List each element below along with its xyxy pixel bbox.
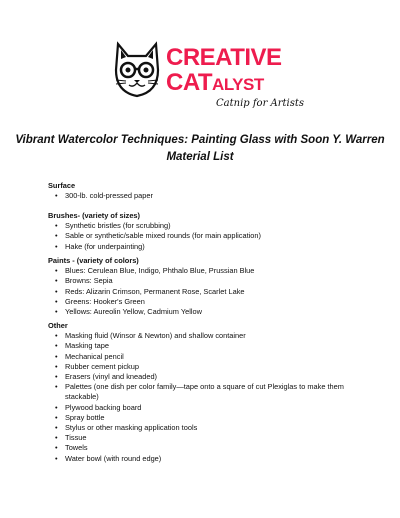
- material-list: [48, 266, 378, 317]
- document-title: [0, 132, 400, 166]
- list-item: • Browns: Sepia: [48, 276, 378, 286]
- list-item: • Hake (for underpainting): [48, 242, 378, 252]
- list-item: • Blues: Cerulean Blue, Indigo, Phthalo Blue, Prussian Blue: [48, 266, 378, 276]
- section-surface: [48, 181, 378, 201]
- section-paints: [48, 256, 378, 317]
- material-list: [48, 221, 378, 252]
- list-item: • Stylus or other masking application tools: [48, 423, 378, 433]
- section-other: [48, 321, 378, 464]
- list-item: • 300-lb. cold-pressed paper: [48, 191, 378, 201]
- list-item: • Mechanical pencil: [48, 352, 378, 362]
- list-item: • Yellows: Aureolin Yellow, Cadmium Yellow: [48, 307, 378, 317]
- material-list: [48, 331, 378, 464]
- list-item: • Rubber cement pickup: [48, 362, 378, 372]
- section-heading: Other: [48, 321, 68, 330]
- creative-catalyst-logo: [112, 40, 305, 112]
- cat-with-glasses-icon: [112, 40, 162, 100]
- section-brushes: [48, 211, 378, 252]
- list-item: • Towels: [48, 443, 378, 453]
- list-item: • Greens: Hooker's Green: [48, 297, 378, 307]
- list-item: • Tissue: [48, 433, 378, 443]
- list-item: • Sable or synthetic/sable mixed rounds (for main application): [48, 231, 378, 241]
- list-item: • Plywood backing board: [48, 403, 378, 413]
- section-heading: Paints - (variety of colors): [48, 256, 139, 265]
- list-item: • Water bowl (with round edge): [48, 454, 378, 464]
- list-item: • Palettes (one dish per color family—tape onto a square of cut Plexiglas to make them stackable): [48, 382, 378, 402]
- list-item: • Synthetic bristles (for scrubbing): [48, 221, 378, 231]
- section-heading: Brushes- (variety of sizes): [48, 211, 141, 220]
- list-item: • Erasers (vinyl and kneaded): [48, 372, 378, 382]
- brand-name-line2: CATALYST: [166, 69, 264, 96]
- list-item: • Spray bottle: [48, 413, 378, 423]
- list-item: • Masking fluid (Winsor & Newton) and shallow container: [48, 331, 378, 341]
- title-line2: Material List: [166, 151, 234, 163]
- title-line1: Vibrant Watercolor Techniques: Painting Glass with Soon Y. Warren: [15, 134, 385, 146]
- section-heading: Surface: [48, 181, 76, 190]
- brand-name-line1: CREATIVE: [166, 44, 282, 71]
- list-item: • Reds: Alizarin Crimson, Permanent Rose, Scarlet Lake: [48, 287, 378, 297]
- material-list: [48, 191, 378, 201]
- list-item: • Masking tape: [48, 341, 378, 351]
- brand-tagline: Catnip for Artists: [216, 98, 305, 109]
